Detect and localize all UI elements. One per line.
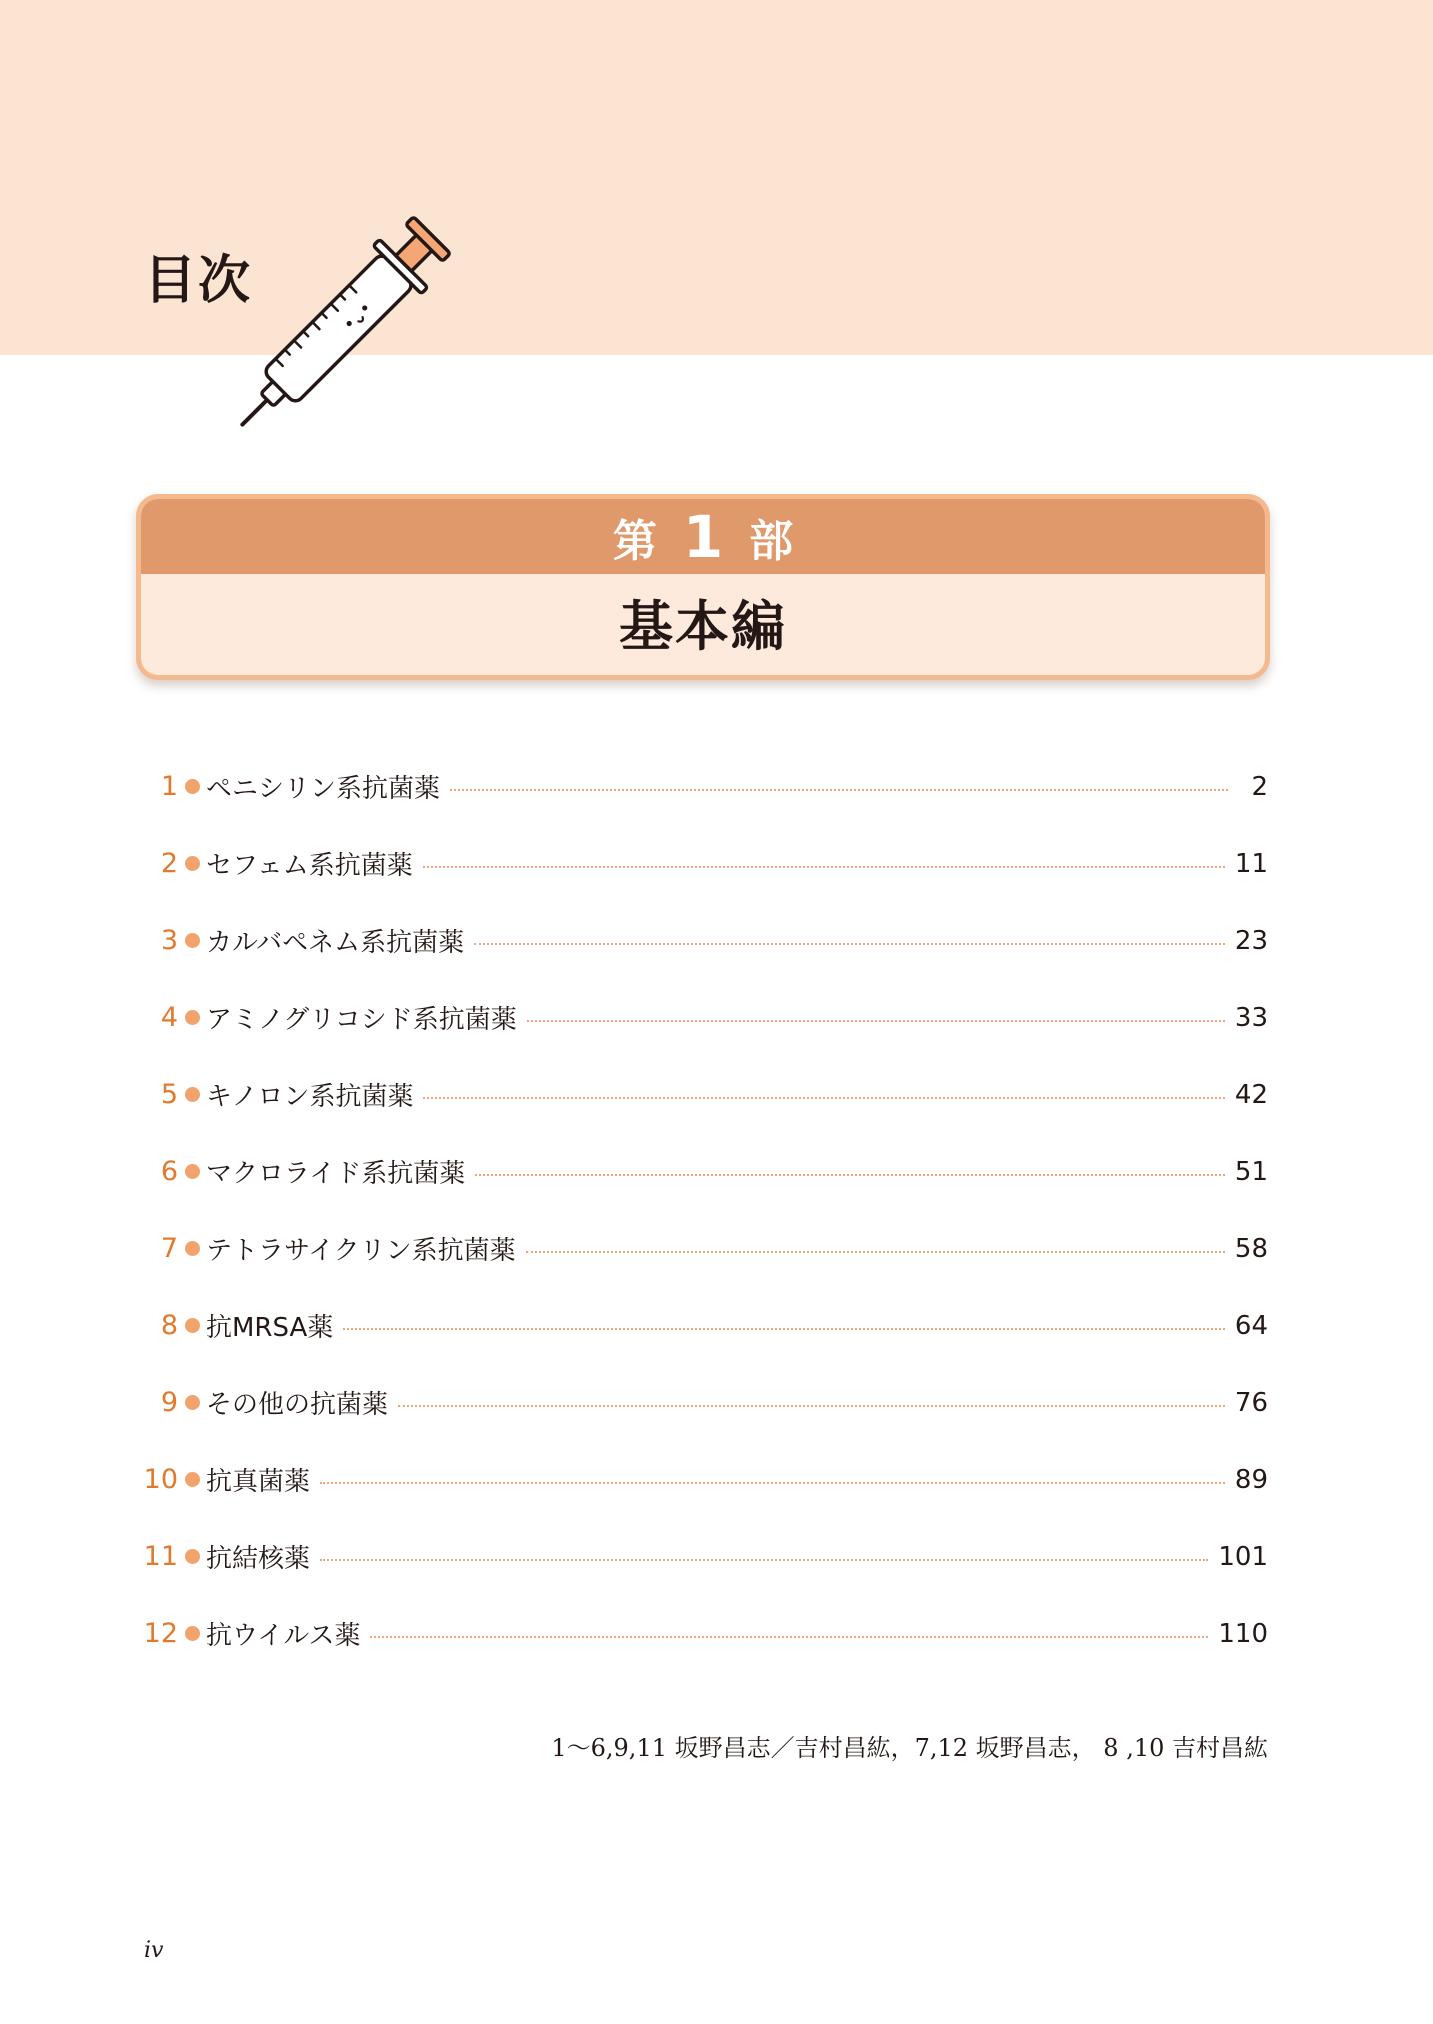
dot-leader <box>475 1174 1225 1176</box>
chapter-title[interactable]: テトラサイクリン系抗菌薬 <box>206 1236 516 1266</box>
toc-entry[interactable] <box>140 1056 1268 1133</box>
author-credits: 1〜6,9,11 坂野昌志／吉村昌紘，7,12 坂野昌志， 8 ,10 吉村昌紘 <box>551 1734 1268 1762</box>
bullet-icon <box>185 1549 200 1564</box>
toc-entry[interactable] <box>140 825 1268 902</box>
page-number: 51 <box>1234 1156 1268 1187</box>
toc-entry[interactable] <box>140 1133 1268 1210</box>
page-number: 76 <box>1234 1387 1268 1418</box>
bullet-icon <box>185 779 200 794</box>
page-number: 23 <box>1234 925 1268 956</box>
dot-leader <box>343 1328 1225 1330</box>
toc-entry[interactable] <box>140 1364 1268 1441</box>
dot-leader <box>320 1559 1208 1561</box>
bullet-icon <box>185 856 200 871</box>
bullet-icon <box>185 1318 200 1333</box>
chapter-number: 10 <box>143 1464 178 1495</box>
chapter-number: 7 <box>160 1233 178 1264</box>
chapter-title[interactable]: アミノグリコシド系抗菌薬 <box>206 1005 517 1035</box>
chapter-title[interactable]: セフェム系抗菌薬 <box>206 851 413 881</box>
dot-leader <box>423 866 1225 868</box>
bullet-icon <box>185 1164 200 1179</box>
page-number: 89 <box>1234 1464 1268 1495</box>
page-number: 101 <box>1218 1541 1268 1572</box>
toc-entry[interactable] <box>140 902 1268 979</box>
chapter-title[interactable]: ペニシリン系抗菌薬 <box>206 774 441 804</box>
page-number: 42 <box>1234 1079 1268 1110</box>
page-number: 110 <box>1218 1618 1268 1649</box>
part-heading-box <box>136 494 1270 680</box>
chapter-title[interactable]: 抗結核薬 <box>206 1544 311 1574</box>
syringe-icon <box>230 195 475 435</box>
dot-leader <box>474 943 1225 945</box>
page-number: 64 <box>1234 1310 1268 1341</box>
page-number: 11 <box>1234 848 1268 879</box>
dot-leader <box>526 1251 1225 1253</box>
toc-entry[interactable] <box>140 979 1268 1056</box>
chapter-number: 8 <box>160 1310 178 1341</box>
chapter-number: 9 <box>160 1387 178 1418</box>
chapter-title[interactable]: カルバペネム系抗菌薬 <box>206 928 465 958</box>
bullet-icon <box>185 1626 200 1641</box>
chapter-title[interactable]: キノロン系抗菌薬 <box>206 1082 414 1112</box>
page-number: 2 <box>1251 771 1268 802</box>
chapter-title[interactable]: その他の抗菌薬 <box>206 1390 389 1420</box>
part-label-prefix: 第 <box>612 515 657 567</box>
chapter-number: 6 <box>160 1156 178 1187</box>
bullet-icon <box>185 1395 200 1410</box>
dot-leader <box>320 1482 1225 1484</box>
toc-entry[interactable] <box>140 1441 1268 1518</box>
chapter-number: 5 <box>160 1079 178 1110</box>
part-label-suffix: 部 <box>749 515 794 567</box>
chapter-number: 2 <box>160 848 178 879</box>
bullet-icon <box>185 1472 200 1487</box>
chapter-number: 4 <box>160 1002 178 1033</box>
chapter-number: 12 <box>143 1618 178 1649</box>
dot-leader <box>370 1636 1208 1638</box>
toc-entry[interactable] <box>140 1287 1268 1364</box>
page-number: 33 <box>1234 1002 1268 1033</box>
page-number: 58 <box>1234 1233 1268 1264</box>
bullet-icon <box>185 1010 200 1025</box>
chapter-number: 11 <box>143 1541 178 1572</box>
dot-leader <box>423 1097 1224 1099</box>
page-title: 目次 <box>144 251 253 311</box>
chapter-title[interactable]: マクロライド系抗菌薬 <box>206 1159 466 1189</box>
part-number-bar <box>141 499 1265 574</box>
part-title: 基本編 <box>619 594 787 658</box>
table-of-contents <box>140 748 1268 1672</box>
toc-entry[interactable] <box>140 1210 1268 1287</box>
bullet-icon <box>185 1241 200 1256</box>
page-folio: iv <box>144 1938 164 1963</box>
toc-entry[interactable] <box>140 748 1268 825</box>
dot-leader <box>398 1405 1225 1407</box>
toc-entry[interactable] <box>140 1595 1268 1672</box>
dot-leader <box>450 789 1228 791</box>
part-number: 1 <box>682 502 724 571</box>
bullet-icon <box>185 1087 200 1102</box>
bullet-icon <box>185 933 200 948</box>
toc-entry[interactable] <box>140 1518 1268 1595</box>
dot-leader <box>527 1020 1225 1022</box>
chapter-number: 1 <box>160 771 178 802</box>
chapter-title[interactable]: 抗MRSA薬 <box>206 1313 334 1343</box>
chapter-number: 3 <box>160 925 178 956</box>
chapter-title[interactable]: 抗ウイルス薬 <box>206 1621 361 1651</box>
chapter-title[interactable]: 抗真菌薬 <box>206 1467 311 1497</box>
